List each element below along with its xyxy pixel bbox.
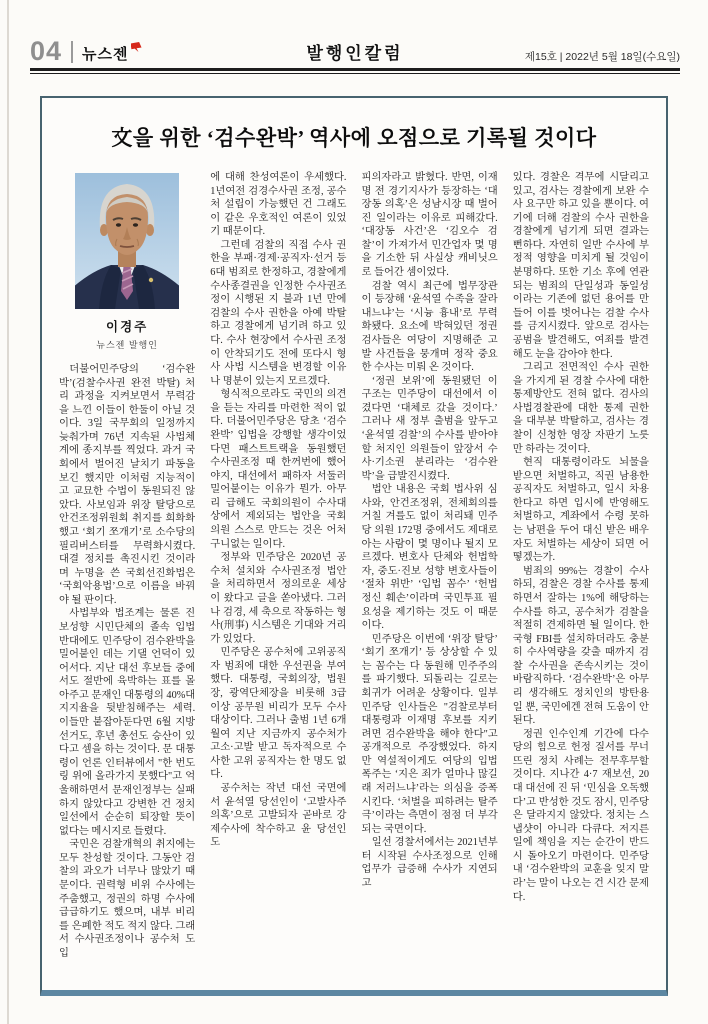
article-column-1 [59,171,195,983]
article-paragraph: 정권 인수인계 기간에 다수당의 힘으로 헌정 질서를 무너뜨린 정치 사례는 전무후무할 것이다. 지나간 4·7 재보선, 20대 대선에 진 뒤 ‘민심을 오독했다’고 반성한 것도 잠시, 민주당은 달라지지 않았다. 정치는 스냅샷이 아니라 다큐다. 저지른 일에 책임을 지는 순간이 반드시 돌아오기 마련이다. 민주당 내 ‘검수완박의 교훈을 잊지 말라’는 말이 나오는 건 시간 문제다. [512,728,649,903]
article-column-3 [362,171,498,983]
header-rule [30,68,680,74]
article-paragraph: 공수처는 작년 대선 국면에서 윤석열 당선인이 ‘고발사주 의혹’으로 고발되자 곧바로 강제수사에 착수하고 윤 당선인도 [210,783,347,849]
author-portrait-illustration [75,173,179,309]
article-paragraph: 그런데 검찰의 직접 수사 권한을 부패·경제·공직자·선거 등 6대 범죄로 한정하고, 경찰에게 수사종결권을 인정한 수사권조정이 시행된 지 불과 1년 만에 검찰의 수사 권한을 아예 박탈하고 경찰에게 넘기려 하고 있다. 수사 현장에서 수사권 조정이 안착되기도 전에 또다시 형사 사법 시스템을 변경할 이유나 명분이 있는지 모르겠다. [210,239,347,387]
author-name: 이경주 [106,320,149,334]
article-paragraph: 사법부와 법조계는 물론 진보성향 시민단체의 졸속 입법 반대에도 민주당이 검수완박을 밀어붙인 데는 기댈 언덕이 있어서다. 지난 대선 후보들 중에서도 절반에 육박하는 표를 몰아주고 문재인 대통령의 40%대 지지율을 뒷받침해주는 세력. 이들만 붙잡아둔다면 6월 지방선거도, 후년 총선도 승산이 있다고 셈을 하는 것이다. 문 대통령이 언론 인터뷰에서 "한 번도 링 위에 올라가지 못했다"고 억울해하면서 문재인정부는 실패하지 않았다고 강변한 건 정치 일선에서 순순히 퇴장할 뜻이 없다는 메시지로 들렸다. [59,608,196,837]
article-paragraph: 형식적으로라도 국민의 의견을 듣는 자리를 마련한 적이 없다. 더불어민주당은 당초 ‘검수완박’ 입법을 강행할 생각이었다면 패스트트랙을 동원했던 수사권조정 때 한꺼번에 했어야지, 대선에서 패하자 서둘러 밀어붙이는 이유가 뭔가. 아무리 급해도 국회의원이 수사대상에서 제외되는 법안을 국회의원 스스로 만드는 것은 어처구니없는 일이다. [210,389,347,550]
column-text [210,171,346,850]
speech-bubble-icon [131,42,142,52]
column-text [362,171,498,891]
issue-date: 제15호 | 2022년 5월 18일(수요일) [524,51,680,63]
author-caption [75,317,179,351]
section-title: 발행인칼럼 [306,44,404,63]
article-paragraph: 피의자라고 밝혔다. 반면, 이재명 전 경기지사가 등장하는 ‘대장동 의혹’은 성남시장 때 벌어진 일이라는 이유로 피해갔다. ‘대장동 사건’은 ‘김오수 검찰’이 가져가서 민간업자 몇 명을 기소한 뒤 사실상 캐비닛으로 들어간 셈이었다. [361,172,498,279]
column-text [513,171,649,904]
article-paragraph: 민주당은 공수처에 고위공직자 범죄에 대한 우선권을 부여했다. 대통령, 국회의장, 법원장, 광역단체장을 비롯해 3급 이상 공무원 비리가 모두 수사 대상이다. 그러나 출범 1년 6개월여 지난 지금까지 공수처가 고소·고발 받고 독자적으로 수사한 고위 공직자는 한 명도 없다. [210,647,347,781]
brand-logo [82,46,141,64]
article-paragraph: 현직 대통령이라도 뇌물을 받으면 처벌하고, 직권 남용한 공직자도 처벌하고, 일시 차용한다고 하면 입시에 반영해도 처벌하고, 계좌에서 수령 못하는 남편을 두어 대신 받은 배우자도 처벌하는 세상이 되면 어떻겠는가. [512,457,649,564]
column-text [59,363,195,960]
article-paragraph: 에 대해 찬성여론이 우세했다. 1년여전 검경수사권 조정, 공수처 설립이 가능했던 건 그래도 이 같은 우호적인 여론이 있었기 때문이다. [210,172,347,238]
article-column-4 [513,171,649,983]
scan-edge-line [7,0,9,1024]
brand-logo-text: 뉴스젠 [82,46,129,63]
article-paragraph: 민주당은 이번에 ‘위장 탈당’ ‘회기 쪼개기’ 등 상상할 수 있는 꼼수는 다 동원해 민주주의를 파기했다. 되돌리는 길로는 회귀가 어려운 상황이다. 일부 민주당 인사들은 "검찰로부터 대통령과 이재명 후보를 지키려면 검수완박을 해야 한다"고 공개적으로 주장했었다. 하지만 역설적이게도 여당의 입법 폭주는 ‘지은 죄가 얼마나 많길래 저러느냐’라는 의심을 증폭시킨다. ‘처벌을 피하려는 탈주극’이라는 측면이 점점 더 부각되는 국면이다. [361,633,498,835]
author-role: 뉴스젠 발행인 [96,340,158,350]
article-paragraph: 법안 내용은 국회 법사위 심사와, 안건조정위, 전체회의를 거칠 겨를도 없이 처리돼 민주당 의원 172명 중에서도 제대로 아는 사람이 몇 명이나 될지 모르겠다. 변호사 단체와 헌법학자, 중도·진보 성향 변호사들이 ‘절차 위반’ ‘입법 꼼수’ ‘헌법 정신 훼손’이라며 국민투표 필요성을 제기하는 것도 이 때문이다. [361,484,498,632]
article-paragraph: 더불어민주당의 ‘검수완박’(검찰수사권 완전 박탈) 처리 과정을 지켜보면서 무력감을 느낀 이들이 한둘이 아닐 것이다. 3일 국무회의 일정까지 늦춰가며 76년 지속된 사법체계에 종지부를 찍었다. 과거 국회에서 벌어진 날치기 파동을 보긴 했지만 이처럼 지능적이고 교묘한 수법이 동원되진 않았다. 사보임과 위장 탈당으로 안건조정위원회 취지를 희화화했고 ‘회기 쪼개기’로 소수당의 필리버스터를 무력화시켰다. 대결 정치를 촉진시킨 것이라며 누명을 쓴 국회선진화법은 ‘국회악용법’으로 이름을 바꿔야 될 판이다. [59,364,196,606]
article-paragraph: 있다. 경찰은 격무에 시달리고 있고, 검사는 경찰에게 보완 수사 요구만 하고 있을 뿐이다. 여기에 더해 검찰의 수사 권한을 경찰에게 넘기게 되면 결과는 뻔하다. 자연히 일반 수사에 부정적 영향을 미치게 될 것임이 분명하다. 또한 기소 후에 연관되는 범죄의 단일성과 동일성이라는 기존에 없던 용어를 만들어 이를 벗어나는 검찰 수사를 금지시켰다. 앞으로 검사는 공범을 발견해도, 여죄를 발견해도 눈을 감아야 한다. [512,172,649,360]
header-divider [71,41,73,63]
article-paragraph: 국민은 검찰개혁의 취지에는 모두 찬성할 것이다. 그동안 검찰의 과오가 너무나 많았기 때문이다. 권력형 비위 수사에는 주춤했고, 정권의 하명 수사에 급급하기도 했으며, 내부 비리를 은폐한 적도 적지 않다. 그래서 수사권조정이나 공수처 도입 [59,839,196,959]
article-paragraph: 일선 경찰서에서는 2021년부터 시작된 수사조정으로 인해 업무가 급증해 수사가 지연되고 [361,837,498,890]
author-figure [75,173,179,351]
article-paragraph: 그리고 전면적인 수사 권한을 가지게 된 경찰 수사에 대한 통제방안도 전혀 없다. 검사의 사법경찰관에 대한 통제 권한을 대부분 박탈하고, 검사는 경찰이 신청한 영장 자판기 노릇만 하라는 것이다. [512,362,649,455]
article-column-2 [210,171,346,983]
page-header [30,34,680,64]
article-paragraph: 범죄의 99%는 경찰이 수사하되, 검찰은 경찰 수사를 통제하면서 잘하는 1%에 해당하는 수사를 하고, 공수처가 검찰을 적절히 견제하면 될 일이다. 한국형 FBI를 설치하더라도 충분히 수사역량을 갖출 때까지 검찰 수사권을 존속시키는 것이 바람직하다. ‘검수완박’은 아무리 생각해도 정치인의 방탄용일 뿐, 국민에겐 전혀 도움이 안된다. [512,565,649,727]
author-photo [75,173,179,309]
page-header-left [30,38,142,64]
article-columns [59,171,649,983]
article-paragraph: ‘정권 보위’에 동원됐던 이 구조는 민주당이 대선에서 이겼다면 ‘대체로 갔을 것이다.’ 그러나 새 정부 출범을 앞두고 ‘윤석열 검찰’의 수사를 받아야 할 처지인 의원들이 앞장서 수사·기소권 분리라는 ‘검수완박’을 급발진시켰다. [361,375,498,482]
article-paragraph: 검찰 역시 최근에 법무장관이 등장해 ‘윤석열 수족을 잘라내느냐’는 ‘시늉 흉내’로 무력화됐다. 요소에 박혀있던 정권 검사들은 여당이 지명해준 고발 사건들을 뭉개며 정작 중요한 수사는 미뤄 온 것이다. [361,280,498,374]
article-box [40,96,668,996]
page-number: 04 [30,36,63,66]
article-paragraph: 정부와 민주당은 2020년 공수처 설치와 수사권조정 법안을 처리하면서 정의로운 세상이 왔다고 글을 쏟아냈다. 그러나 검경, 세 축으로 작동하는 형사(刑事) 시스템은 기대와 거리가 있었다. [210,552,347,645]
article-headline: 文을 위한 ‘검수완박’ 역사에 오점으로 기록될 것이다 [111,126,597,150]
